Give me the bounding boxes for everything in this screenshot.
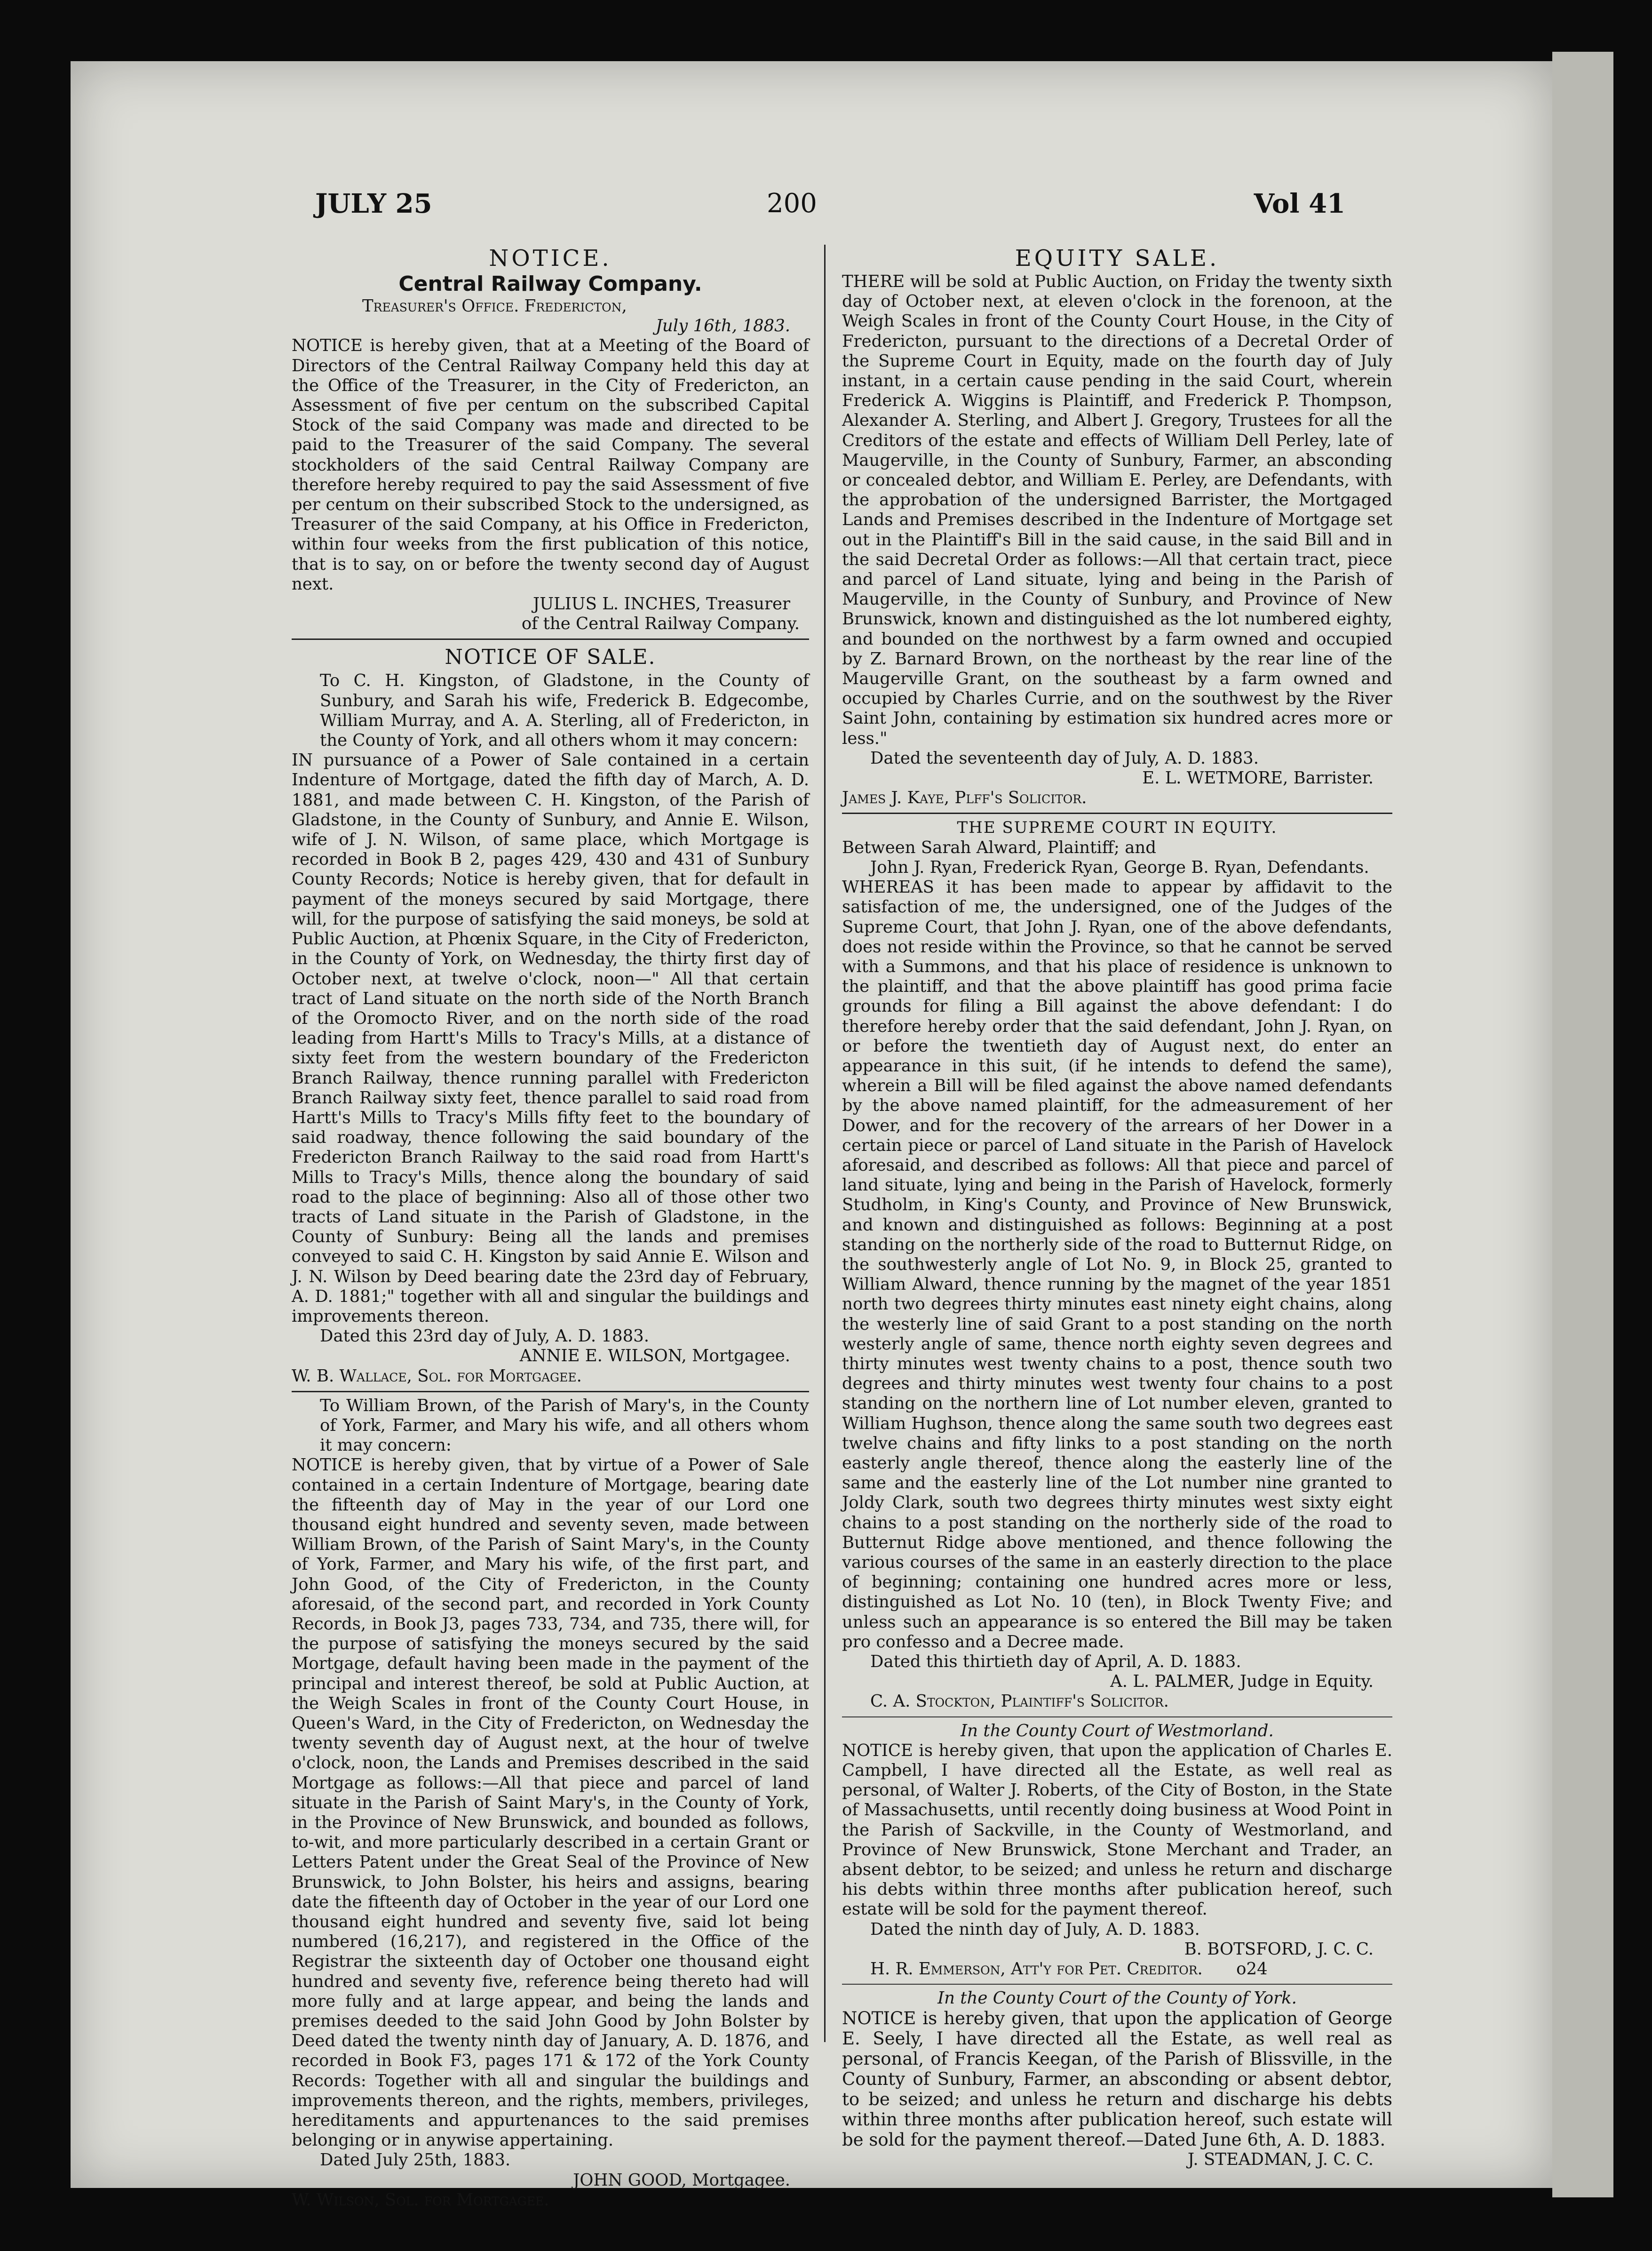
volume-label: Vol 41 [1254, 188, 1345, 219]
column-divider [824, 245, 826, 2042]
solicitor-line: W. B. Wallace, Sol. for Mortgagee. [292, 1366, 582, 1386]
notice-body: NOTICE is hereby given, that by virtue of a Power of Sale contained in a certain Indenture of Mortgage, bearing date the fifteenth day of May in the year of our Lord one thousand eight hundred and seventy seven, made between William Brown, of the Parish of Saint Mary's, in the County of York, Farmer, and Mary his wife, of the first part, and John Good, of the City of Fredericton, in the County aforesaid, of the second part, and recorded in York County Records, in Book J3, pages 733, 734, and 735, there will, for the purpose of satisfying the moneys secured by the said Mortgage, default having been made in the payment of the principal and interest thereof, be sold at Public Auction, at the Weigh Scales in front of the County Court House, in Queen's Ward, in the City of Fredericton, on Wednesday the twenty seventh day of August next, at the hour of twelve o'clock, noon, the Lands and Premises described in the said Mortgage as follows:—All that piece and parcel of land situate in the Parish of Saint Mary's, in the County of York, in the Province of New Brunswick, and bounded as follows, to-wit, and more particularly described in a certain Grant or Letters Patent under the Great Seal of the Province of New Brunswick, to John Bolster, his heirs and assigns, bearing date the fifteenth day of October in the year of our Lord one thousand eight hundred and seventy five, said lot being numbered (16,217), and registered in the Office of the Registrar the sixteenth day of October one thousand eight hundred and seventy five, reference being thereto had will more fully and at large appear, and being the lands and premises deeded to the said John Good by John Bolster by Deed dated the twenty ninth day of January, A. D. 1876, and recorded in Book F3, pages 171 & 172 of the York County Records: Together with all and singular the buildings and improvements thereon, and the rights, members, privileges, hereditaments and appurtenances to the said premises belonging or in anywise appertaining. [292, 1455, 809, 2150]
signature: ANNIE E. WILSON, Mortgagee. [519, 1346, 790, 1366]
notice-body: THERE will be sold at Public Auction, on Friday the twenty sixth day of October next, at eleven o'clock in the forenoon, at the Weigh Scales in front of the County Court House, in the City of Fredericton, pursuant to the directions of a Decretal Order of the Supreme Court in Equity, made on the fourth day of July instant, in a certain cause pending in the said Court, wherein Frederick A. Wiggins is Plaintiff, and Frederick P. Thompson, Alexander A. Sterling, and Albert J. Gregory, Trustees for all the Creditors of the estate and effects of William Dell Perley, late of Maugerville, in the County of Sunbury, Farmer, an absconding or concealed debtor, and William E. Perley, are Defendants, with the approbation of the undersigned Barrister, the Mortgaged Lands and Premises described in the Indenture of Mortgage set out in the Plaintiff's Bill in the said cause, in the said Bill and in the said Decretal Order as follows:—All that certain tract, piece and parcel of Land situate, lying and being in the Parish of Maugerville, in the County of Sunbury, and Province of New Brunswick, known and distinguished as the lot numbered eighty, and bounded on the northwest by a farm owned and occupied by Z. Barnard Brown, on the northeast by the rear line of the Maugerville Grant, on the southeast by a farm owned and occupied by Charles Currie, and on the southwest by the River Saint John, containing by estimation six hundred acres more or less." [842, 272, 1392, 748]
notice-body: NOTICE is hereby given, that upon the application of George E. Seely, I have directed all the Estate, as well real as personal, of Francis Keegan, of the Parish of Blissville, in the County of Sunbury, Farmer, an absconding or absent debtor, to be seized; and unless he return and discharge his debts within three months after publication hereof, such estate will be sold for the payment thereof.—Dated June 6th, A. D. 1883. [842, 2008, 1392, 2150]
solicitor-line: James J. Kaye, Plff's Solicitor. [842, 788, 1087, 808]
notice-of-sale-title: NOTICE OF SALE. [445, 645, 656, 670]
attorney-line [842, 1959, 1392, 1979]
signature: J. STEADMAN, J. C. C. [1187, 2150, 1374, 2170]
page-edge [1552, 52, 1613, 2197]
header-date: JULY 25 [315, 188, 432, 219]
signature: B. BOTSFORD, J. C. C. [1184, 1939, 1374, 1959]
signature-title: of the Central Railway Company. [521, 614, 800, 634]
attorney-name: H. R. Emmerson, Att'y for Pet. Creditor. [870, 1959, 1203, 1979]
notice-addressee: To C. H. Kingston, of Gladstone, in the County of Sunbury, and Sarah his wife, Frederick B. Edgecombe, William Murray, and A. A. Sterling, all of Fredericton, in the County of York, and all others whom it may concern: [320, 671, 809, 750]
signature: JULIUS L. INCHES, Treasurer [532, 594, 790, 614]
page-header [315, 188, 1345, 221]
notice-date: July 16th, 1883. [655, 316, 790, 336]
section-rule [292, 1391, 809, 1392]
notice-body: IN pursuance of a Power of Sale contained in a certain Indenture of Mortgage, dated the fifth day of March, A. D. 1881, and made between C. H. Kingston, of the Parish of Gladstone, in the County of Sunbury, and Annie E. Wilson, wife of J. N. Wilson, of same place, which Mortgage is recorded in Book B 2, pages 429, 430 and 431 of Sunbury County Records; Notice is hereby given, that for default in payment of the moneys secured by said Mortgage, there will, for the purpose of satisfying the said moneys, be sold at Public Auction, at Phœnix Square, in the City of Fredericton, in the County of York, on Wednesday, the thirty first day of October next, at twelve o'clock, noon—" All that certain tract of Land situate on the north side of the North Branch of the Oromocto River, and on the north side of the road leading from Hartt's Mills to Tracy's Mills, at a distance of sixty feet from the western boundary of the Fredericton Branch Railway, thence running parallel with Fredericton Branch Railway sixty feet, thence parallel to said road from Hartt's Mills to Tracy's Mills fifty feet to the boundary of said roadway, thence following the said boundary of the Fredericton Branch Railway to the said road from Hartt's Mills to Tracy's Mills, thence along the boundary of said road to the place of beginning: Also all of those other two tracts of Land situate in the Parish of Gladstone, in the County of Sunbury: Being all the lands and premises conveyed to said C. H. Kingston by said Annie E. Wilson and J. N. Wilson by Deed bearing date the 23rd day of February, A. D. 1881;" together with all and singular the buildings and improvements thereon. [292, 750, 809, 1326]
signature: A. L. PALMER, Judge in Equity. [1110, 1672, 1374, 1692]
parties-line: John J. Ryan, Frederick Ryan, George B. Ryan, Defendants. [870, 857, 1369, 877]
office-line: Treasurer's Office. Fredericton, [362, 296, 627, 316]
solicitor-line: C. A. Stockton, Plaintiff's Solicitor. [870, 1692, 1169, 1711]
notice-body: NOTICE is hereby given, that at a Meeting of the Board of Directors of the Central Railway Company held this day at the Office of the Treasurer, in the City of Fredericton, an Assessment of five per centum on the subscribed Capital Stock of the said Company was made and directed to be paid to the Treasurer of the said Company. The several stockholders of the said Central Railway Company are therefore hereby required to pay the said Assessment of five per centum on their subscribed Stock to the undersigned, as Treasurer of the said Company, at his Office in Fredericton, within four weeks from the first publication of this notice, that is to say, on or before the twenty second day of August next. [292, 336, 809, 594]
signature: JOHN GOOD, Mortgagee. [573, 2170, 790, 2190]
dated-line: Dated the ninth day of July, A. D. 1883. [870, 1919, 1200, 1939]
notice-body: WHEREAS it has been made to appear by affidavit to the satisfaction of me, the undersigned, one of the Judges of the Supreme Court, that John J. Ryan, one of the above defendants, does not reside within the Province, so that he cannot be served with a Summons, and that his place of residence is unknown to the plaintiff, and that the above plaintiff has good prima facie grounds for filing a Bill against the above defendant: I do therefore hereby order that the said defendant, John J. Ryan, on or before the twentieth day of August next, do enter an appearance in this suit, (if he intends to defend the same), wherein a Bill will be filed against the above named defendants by the above named plaintiff, for the admeasurement of her Dower, and for the recovery of the arrears of her Dower in a certain piece or parcel of Land situate in the Parish of Havelock aforesaid, and described as follows: All that piece and parcel of land situate, lying and being in the Parish of Havelock, formerly Studholm, in King's County, and Province of New Brunswick, and known and distinguished as follows: Beginning at a post standing on the northerly side of the road to Butternut Ridge, on the southwesterly angle of Lot No. 9, in Block 25, granted to William Alward, thence running by the magnet of the year 1851 north two degrees thirty minutes east ninety eight chains, along the westerly line of said Grant to a post standing on the north westerly angle of same, thence north eighty seven degrees and thirty minutes west twenty chains to a post, thence south two degrees and thirty minutes west twenty four chains to a post standing on the northern line of Lot number eleven, granted to William Hughson, thence along the same south two degrees east twelve chains and fifty links to a post standing on the north easterly angle thereof, thence along the easterly line of the same and the easterly line of the Lot number nine granted to Joldy Clark, south two degrees thirty minutes west sixty eight chains to a post standing on the northerly side of the road to Butternut Ridge above mentioned, and thence following the various courses of the same in an easterly direction to the place of beginning; containing one hundred acres more or less, distinguished as Lot No. 10 (ten), in Block Twenty Five; and unless such an appearance is so entered the Bill may be taken pro confesso and a Decree made. [842, 878, 1392, 1652]
dated-line: Dated this 23rd day of July, A. D. 1883. [320, 1326, 650, 1346]
parties-line: Between Sarah Alward, Plaintiff; and [842, 838, 1156, 857]
court-heading: In the County Court of the County of York. [937, 1988, 1297, 2008]
dated-line: Dated the seventeenth day of July, A. D. 1883. [870, 748, 1259, 768]
court-heading: In the County Court of Westmorland. [961, 1721, 1274, 1740]
notice-title: NOTICE. [489, 245, 612, 271]
dated-line: Dated this thirtieth day of April, A. D. 1883. [870, 1652, 1241, 1672]
supreme-court-title: THE SUPREME COURT IN EQUITY. [957, 818, 1278, 838]
notice-body: NOTICE is hereby given, that upon the application of Charles E. Campbell, I have directed all the Estate, as well real as personal, of Walter J. Roberts, of the City of Boston, in the State of Massachusetts, until recently doing business at Wood Point in the Parish of Sackville, in the County of Westmorland, and Province of New Brunswick, Stone Merchant and Trader, an absent debtor, to be seized; and unless he return and discharge his debts within three months after publication hereof, such estate will be sold for the payment thereof. [842, 1740, 1392, 1919]
company-name: Central Railway Company. [398, 272, 702, 296]
left-column [292, 245, 809, 2218]
section-rule [842, 1716, 1392, 1717]
section-rule [842, 1984, 1392, 1985]
notice-code: o24 [1236, 1959, 1268, 1979]
signature: E. L. WETMORE, Barrister. [1142, 768, 1374, 788]
dated-line: Dated July 25th, 1883. [320, 2150, 511, 2170]
page-number: 200 [767, 188, 817, 219]
equity-sale-title: EQUITY SALE. [1015, 245, 1220, 271]
right-column [842, 245, 1392, 2218]
notice-addressee: To William Brown, of the Parish of Mary's, in the County of York, Farmer, and Mary his wife, and all others whom it may concern: [320, 1396, 809, 1455]
solicitor-line: W. Wilson, Sol. for Mortgagee. [292, 2190, 549, 2210]
section-rule [292, 639, 809, 640]
section-rule [842, 813, 1392, 814]
